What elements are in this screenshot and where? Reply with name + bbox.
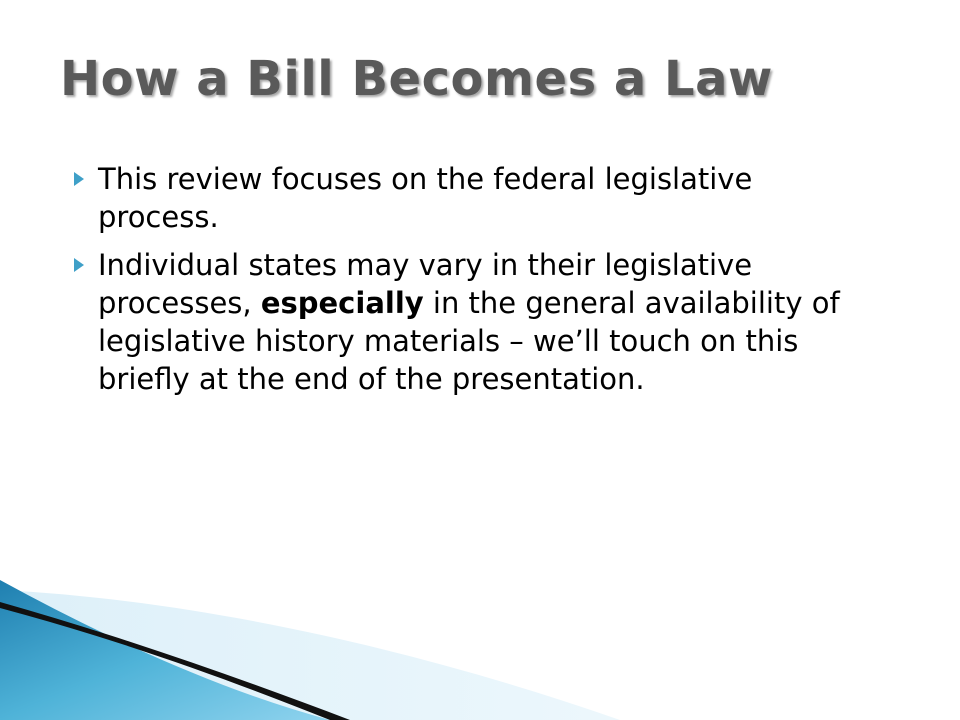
slide-title: How a Bill Becomes a Law <box>60 51 773 107</box>
bullet-emphasis: especially <box>260 286 424 320</box>
bullet-list <box>72 160 872 408</box>
bullet-item <box>72 246 872 398</box>
right-triangle-icon <box>74 160 88 198</box>
bullet-text: This review focuses on the federal legislative process. <box>98 162 753 234</box>
bullet-item <box>72 160 872 236</box>
bullet-text-after: in the general availability of legislative history materials – we’ll touch on this briefly at the end of the presentation. <box>98 286 840 396</box>
decorative-swoosh <box>0 580 960 720</box>
bullet-text-before: Individual states may vary in their legislative processes, <box>98 248 753 320</box>
right-triangle-icon <box>74 246 88 284</box>
